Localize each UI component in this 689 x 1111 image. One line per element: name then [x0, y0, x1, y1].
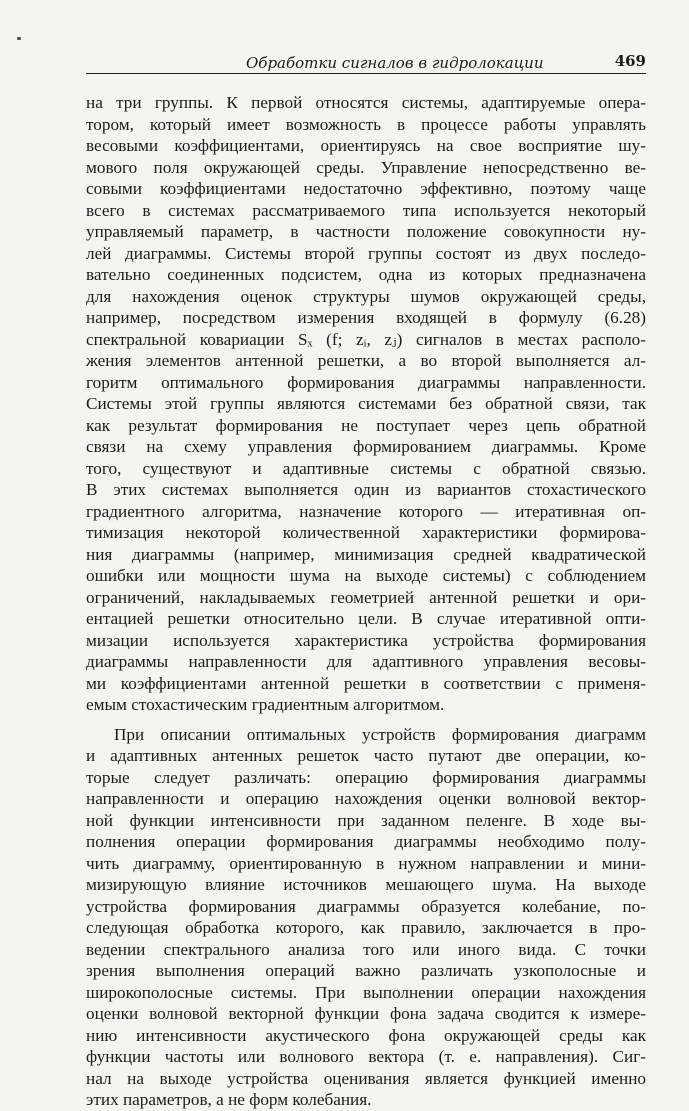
text-line: вательно соединенных подсистем, одна из которых предназначена	[86, 265, 646, 284]
body-text	[86, 92, 646, 1111]
text-line: ведении спектрального анализа того или иного вида. С точки	[86, 939, 646, 959]
text-line: например, посредством измерения входящей в формулу (6.28)	[86, 308, 646, 327]
text-line: как результат формирования не поступает через цепь обратной	[86, 415, 646, 435]
text-line: на три группы. К первой относятся системы, адаптируемые опера-	[86, 93, 646, 112]
text-line: того, существуют и адаптивные системы с обратной связью.	[86, 458, 646, 478]
text-line: тимизация некоторой количественной характеристики формирова-	[86, 523, 646, 542]
text-line: широкополосные системы. При выполнении операции нахождения	[86, 982, 646, 1002]
text-line: жения элементов антенной решетки, а во второй выполняется ал-	[86, 351, 646, 370]
text-line: весовыми коэффициентами, ориентируясь на свое восприятие шу-	[86, 136, 646, 155]
text-line: торые следует различать: операцию формирования диаграммы	[86, 767, 646, 787]
text-line: ния диаграммы (например, минимизация средней квадратической	[86, 544, 646, 564]
text-line: диаграммы направленности для адаптивного управления весовы-	[86, 652, 646, 671]
text-line: При описании оптимальных устройств формирования диаграмм	[114, 724, 646, 744]
text-line: зрения выполнения операций важно различать узкополосные и	[86, 961, 646, 980]
paragraph-2	[86, 724, 646, 1111]
running-header	[86, 52, 646, 74]
text-line: связи на схему управления формированием диаграммы. Кроме	[86, 437, 646, 456]
text-line: и адаптивных антенных решеток часто путают две операции, ко-	[86, 746, 646, 765]
text-line: следующая обработка которого, как правило, заключается в про-	[86, 918, 646, 937]
text-line: ограничений, накладываемых геометрией антенной решетки и ори-	[86, 587, 646, 607]
text-line: спектральной ковариации Sₓ (f; zᵢ, zⱼ) сигналов в местах располо-	[86, 329, 646, 349]
text-line: оценки волновой векторной функции фона задача сводится к измере-	[86, 1004, 646, 1023]
text-line: управляемый параметр, в частности положение совокупности ну-	[86, 222, 646, 241]
text-line: устройства формирования диаграммы образуется колебание, по-	[86, 896, 646, 916]
text-line: ошибки или мощности шума на выходе системы) с соблюдением	[86, 566, 646, 585]
text-line: лей диаграммы. Системы второй группы состоят из двух последо-	[86, 243, 646, 263]
text-line: горитм оптимального формирования диаграммы направленности.	[86, 372, 646, 392]
running-header-title: Обработки сигналов в гидролокации	[246, 54, 544, 72]
text-line: ентацией решетки относительно цели. В случае итеративной опти-	[86, 609, 646, 628]
text-line: мизирующую влияние источников мешающего шума. На выходе	[86, 875, 646, 894]
text-line: емым стохастическим градиентным алгоритмом.	[86, 695, 445, 714]
text-line: этих параметров, а не форм колебания.	[86, 1090, 372, 1109]
page-number: 469	[614, 52, 646, 70]
text-line: всего в системах рассматриваемого типа используется некоторый	[86, 200, 646, 220]
scan-speck	[17, 37, 21, 40]
text-line: Системы этой группы являются системами без обратной связи, так	[86, 394, 646, 413]
text-line: ной функции интенсивности при заданном пеленге. В ходе вы-	[86, 810, 646, 830]
text-line: мового поля окружающей среды. Управление непосредственно ве-	[86, 157, 646, 177]
text-line: нал на выходе устройства оценивания является функцией именно	[86, 1068, 646, 1088]
paragraph-1	[86, 92, 646, 716]
text-line: градиентного алгоритма, назначение которого — итеративная оп-	[86, 501, 646, 521]
text-line: тором, который имеет возможность в процессе работы управлять	[86, 114, 646, 134]
text-line: функции частоты или волнового вектора (т. е. направления). Сиг-	[86, 1047, 646, 1066]
text-line: ми коэффициентами антенной решетки в соответствии с применя-	[86, 673, 646, 693]
text-line: для нахождения оценок структуры шумов окружающей среды,	[86, 286, 646, 306]
header-rule	[86, 73, 646, 74]
text-line: полнения операции формирования диаграммы необходимо полу-	[86, 832, 646, 851]
text-line: направленности и операцию нахождения оценки волновой вектор-	[86, 789, 646, 808]
text-line: совыми коэффициентами недостаточно эффективно, поэтому чаще	[86, 179, 646, 198]
text-line: чить диаграмму, ориентированную в нужном направлении и мини-	[86, 853, 646, 873]
text-line: мизации используется характеристика устройства формирования	[86, 630, 646, 650]
text-line: нию интенсивности акустического фона окружающей среды как	[86, 1025, 646, 1045]
text-line: В этих системах выполняется один из вариантов стохастического	[86, 480, 646, 499]
